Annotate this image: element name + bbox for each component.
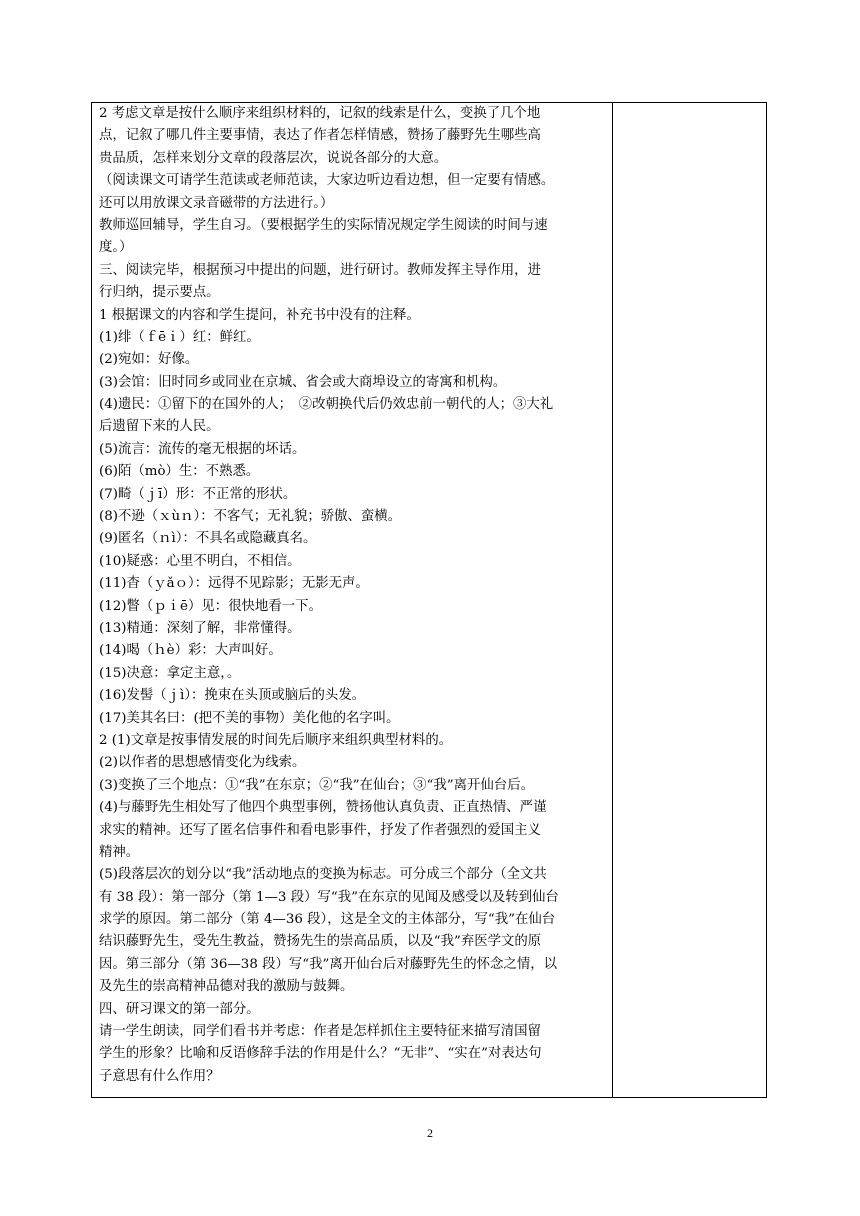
content-line: 行归纳，提示要点。 bbox=[99, 285, 220, 301]
content-line: 请一学生朗读，同学们看书并考虑：作者是怎样抓住主要特征来描写清国留 bbox=[99, 1024, 541, 1040]
content-line: (15)决意：拿定主意，。 bbox=[99, 665, 241, 681]
content-line: (5)流言：流传的毫无根据的坏话。 bbox=[99, 441, 306, 457]
content-line: (14)喝（ｈè）彩：大声叫好。 bbox=[99, 643, 282, 659]
content-line: 求学的原因。第二部分（第 4—36 段），这是全文的主体部分，写“我”在仙台 bbox=[99, 912, 556, 928]
content-line: (11)杳（ｙǎｏ）：远得不见踪影；无影无声。 bbox=[99, 576, 369, 592]
content-line: 度。） bbox=[99, 240, 133, 256]
content-line: (4)遗民：①留下的在国外的人； ②改朝换代后仍效忠前一朝代的人；③大礼 bbox=[99, 397, 554, 413]
content-line: (2)宛如：好像。 bbox=[99, 352, 199, 368]
content-line: 点，记叙了哪几件主要事情，表达了作者怎样情感，赞扬了藤野先生哪些高 bbox=[99, 128, 541, 144]
content-line: 精神。 bbox=[99, 844, 140, 860]
content-line: (1)绯（ｆēｉ）红：鲜红。 bbox=[99, 329, 260, 345]
content-line: (17)美其名曰：(把不美的事物）美化他的名字叫。 bbox=[99, 710, 400, 726]
content-line: 2 考虑文章是按什么顺序来组织材料的，记叙的线索是什么，变换了几个地 bbox=[99, 106, 541, 121]
content-line: 子意思有什么作用？ bbox=[99, 1068, 220, 1084]
content-line: 结识藤野先生，受先生教益，赞扬先生的崇高品质，以及“我”弃医学文的原 bbox=[99, 934, 542, 950]
content-line: (16)发髻（ｊì）：挽束在头顶或脑后的头发。 bbox=[99, 688, 366, 704]
content-line: (7)畸（ｊī）形：不正常的形状。 bbox=[99, 486, 297, 502]
content-line: 后遗留下来的人民。 bbox=[99, 419, 220, 435]
content-line: 及先生的崇高精神品德对我的激励与鼓舞。 bbox=[99, 979, 354, 995]
content-line: 学生的形象？比喻和反语修辞手法的作用是什么？“无非”、“实在”对表达句 bbox=[99, 1046, 542, 1062]
content-line: (2)以作者的思想感情变化为线索。 bbox=[99, 755, 306, 771]
content-line: （阅读课文可请学生范读或老师范读，大家边听边看边想，但一定要有情感。 bbox=[99, 173, 555, 189]
content-line: (9)匿名（ｎì）：不具名或隐藏真名。 bbox=[99, 531, 317, 547]
content-line: (13)精通：深刻了解，非常懂得。 bbox=[99, 620, 301, 636]
content-line: 三、阅读完毕，根据预习中提出的问题，进行研讨。教师发挥主导作用，进 bbox=[99, 262, 541, 278]
content-line: 贵品质，怎样来划分文章的段落层次，说说各部分的大意。 bbox=[99, 150, 448, 166]
notes-column-cell bbox=[613, 103, 766, 1097]
content-line: (5)段落层次的划分以“我”活动地点的变换为标志。可分成三个部分（全文共 bbox=[99, 867, 547, 883]
content-line: 求实的精神。还写了匿名信事件和看电影事件，抒发了作者强烈的爱国主义 bbox=[99, 822, 541, 838]
content-line: 2 (1)文章是按事情发展的时间先后顺序来组织典型材料的。 bbox=[99, 732, 453, 748]
content-line: (6)陌（mò）生：不熟悉。 bbox=[99, 464, 260, 480]
page-number: 2 bbox=[427, 1126, 433, 1140]
content-line: 教师巡回辅导，学生自习。（要根据学生的实际情况规定学生阅读的时间与速 bbox=[99, 217, 548, 233]
content-line: 因。第三部分（第 36—38 段）写“我”离开仙台后对藤野先生的怀念之情，以 bbox=[99, 956, 557, 972]
lesson-content-cell bbox=[99, 103, 609, 1097]
content-line: (4)与藤野先生相处写了他四个典型事例，赞扬他认真负责、正直热情、严谨 bbox=[99, 800, 547, 816]
content-line: (3)会馆：旧时同乡或同业在京城、省会或大商埠设立的寄寓和机构。 bbox=[99, 374, 507, 390]
content-line: (8)不逊（ｘùｎ）：不客气；无礼貌；骄傲、蛮横。 bbox=[99, 509, 402, 525]
content-line: (3)变换了三个地点：①“我”在东京；②“我”在仙台；③“我”离开仙台后。 bbox=[99, 777, 534, 793]
content-line: 1 根据课文的内容和学生提问，补充书中没有的注释。 bbox=[99, 307, 420, 323]
lesson-plan-table bbox=[91, 102, 767, 1098]
content-line: 还可以用放课文录音磁带的方法进行。） bbox=[99, 195, 334, 211]
content-line: 四、研习课文的第一部分。 bbox=[99, 1001, 260, 1017]
content-line: (10)疑惑：心里不明白，不相信。 bbox=[99, 553, 301, 569]
content-line: 有 38 段）：第一部分（第 1—3 段）写“我”在东京的见闻及感受以及转到仙台 bbox=[99, 889, 559, 905]
content-line: (12)瞥（ｐｉē）见：很快地看一下。 bbox=[99, 598, 322, 614]
